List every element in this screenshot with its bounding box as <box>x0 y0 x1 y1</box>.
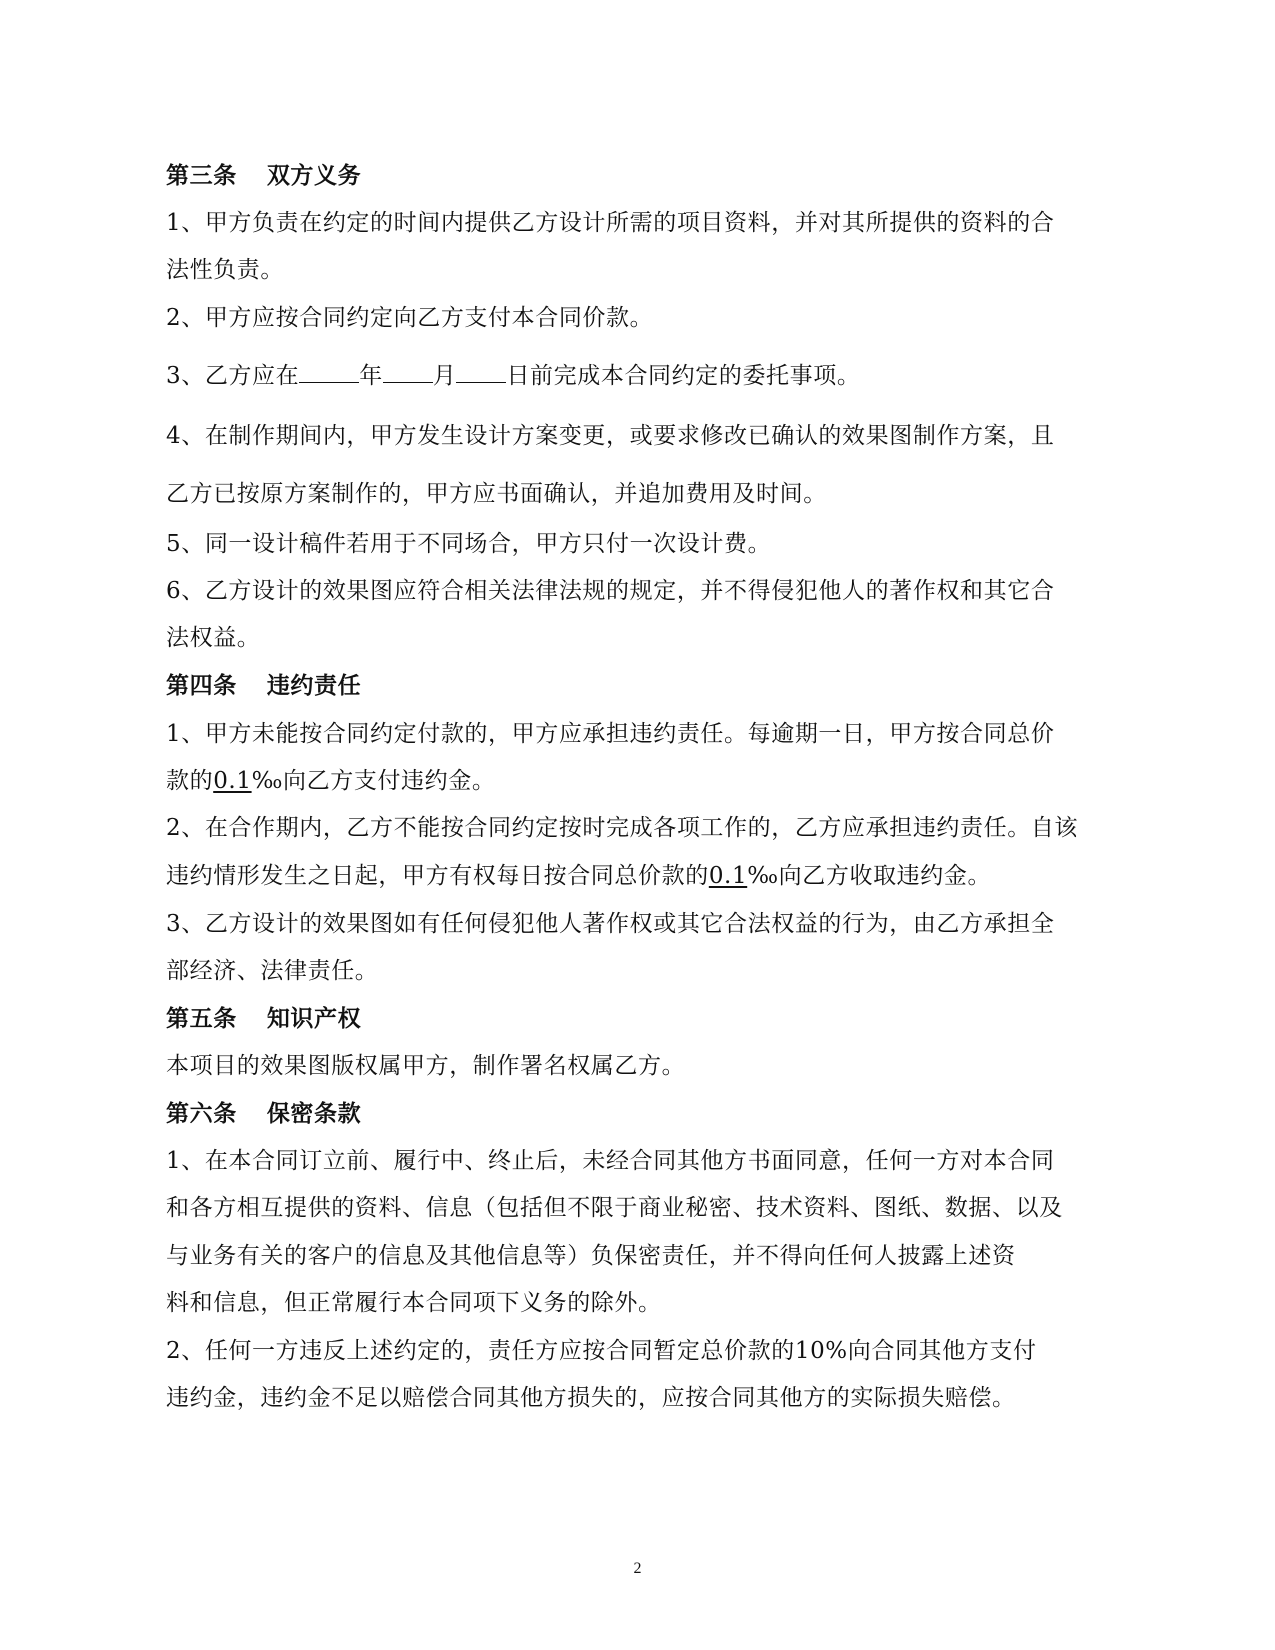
article5-heading <box>166 1003 1116 1035</box>
article3-heading-number: 第三条 <box>166 162 237 189</box>
month-blank[interactable] <box>383 360 433 383</box>
article3-para4-line1: 4、在制作期间内，甲方发生设计方案变更，或要求修改已确认的效果图制作方案，且 <box>166 423 1055 449</box>
article5-heading-title: 知识产权 <box>266 1005 362 1032</box>
year-blank[interactable] <box>299 360 359 383</box>
day-blank[interactable] <box>456 360 506 383</box>
article3-para6-line1: 6、乙方设计的效果图应符合相关法律法规的规定，并不得侵犯他人的著作权和其它合 <box>166 578 1055 604</box>
article6-para1-line2: 和各方相互提供的资料、信息（包括但不限于商业秘密、技术资料、图纸、数据、以及 <box>166 1195 1063 1221</box>
article5-heading-number: 第五条 <box>166 1005 237 1032</box>
article6-para1-line4: 料和信息，但正常履行本合同项下义务的除外。 <box>166 1290 662 1316</box>
article4-para2-prefix: 违约情形发生之日起，甲方有权每日按合同总价款的 <box>166 863 709 889</box>
article4-heading-number: 第四条 <box>166 672 237 699</box>
article4-para3-line2: 部经济、法律责任。 <box>166 958 379 984</box>
penalty-rate-delay: 0.1 <box>708 863 748 889</box>
article6-para2-line2: 违约金，违约金不足以赔偿合同其他方损失的，应按合同其他方的实际损失赔偿。 <box>166 1385 1016 1411</box>
penalty-rate-payment: 0.1 <box>213 768 252 794</box>
article3-heading-title: 双方义务 <box>266 162 362 189</box>
article4-para1-line2 <box>166 765 1116 797</box>
article6-para1-line3: 与业务有关的客户的信息及其他信息等）负保密责任，并不得向任何人披露上述资 <box>166 1243 1016 1269</box>
article3-heading <box>166 160 1116 192</box>
article4-para1-suffix: ‰向乙方支付违约金。 <box>251 768 496 794</box>
article3-para3 <box>166 360 1116 392</box>
article6-para2-line1: 2、任何一方违反上述约定的，责任方应按合同暂定总价款的10%向合同其他方支付 <box>166 1338 1037 1364</box>
article4-para1-line1: 1、甲方未能按合同约定付款的，甲方应承担违约责任。每逾期一日，甲方按合同总价 <box>166 721 1055 747</box>
article4-para1-prefix: 款的 <box>166 768 214 794</box>
article3-para2: 2、甲方应按合同约定向乙方支付本合同价款。 <box>166 305 654 331</box>
month-label: 月 <box>432 363 457 389</box>
article5-para1: 本项目的效果图版权属甲方，制作署名权属乙方。 <box>166 1053 686 1079</box>
article6-heading-title: 保密条款 <box>266 1100 362 1127</box>
article4-para2-line2 <box>166 860 1116 892</box>
article6-para1-line1: 1、在本合同订立前、履行中、终止后，未经合同其他方书面同意，任何一方对本合同 <box>166 1148 1055 1174</box>
article3-para4-line2: 乙方已按原方案制作的，甲方应书面确认，并追加费用及时间。 <box>166 481 827 507</box>
article3-para3-prefix: 3、乙方应在 <box>166 363 300 389</box>
article4-para2-line1: 2、在合作期内，乙方不能按合同约定按时完成各项工作的，乙方应承担违约责任。自该 <box>166 815 1079 841</box>
page-number: 2 <box>633 1560 642 1577</box>
article4-para2-suffix: ‰向乙方收取违约金。 <box>747 863 992 889</box>
article4-para3-line1: 3、乙方设计的效果图如有任何侵犯他人著作权或其它合法权益的行为，由乙方承担全 <box>166 911 1055 937</box>
article4-heading-title: 违约责任 <box>266 672 362 699</box>
article3-para5: 5、同一设计稿件若用于不同场合，甲方只付一次设计费。 <box>166 531 772 557</box>
article3-para3-suffix: 日前完成本合同约定的委托事项。 <box>506 363 861 389</box>
article3-para1-line2: 法性负责。 <box>166 257 284 283</box>
article4-heading <box>166 670 1116 702</box>
article3-para1-line1: 1、甲方负责在约定的时间内提供乙方设计所需的项目资料，并对其所提供的资料的合 <box>166 210 1055 236</box>
article3-para6-line2: 法权益。 <box>166 625 261 651</box>
article6-heading-number: 第六条 <box>166 1100 237 1127</box>
article6-heading <box>166 1098 1116 1130</box>
year-label: 年 <box>359 363 383 389</box>
